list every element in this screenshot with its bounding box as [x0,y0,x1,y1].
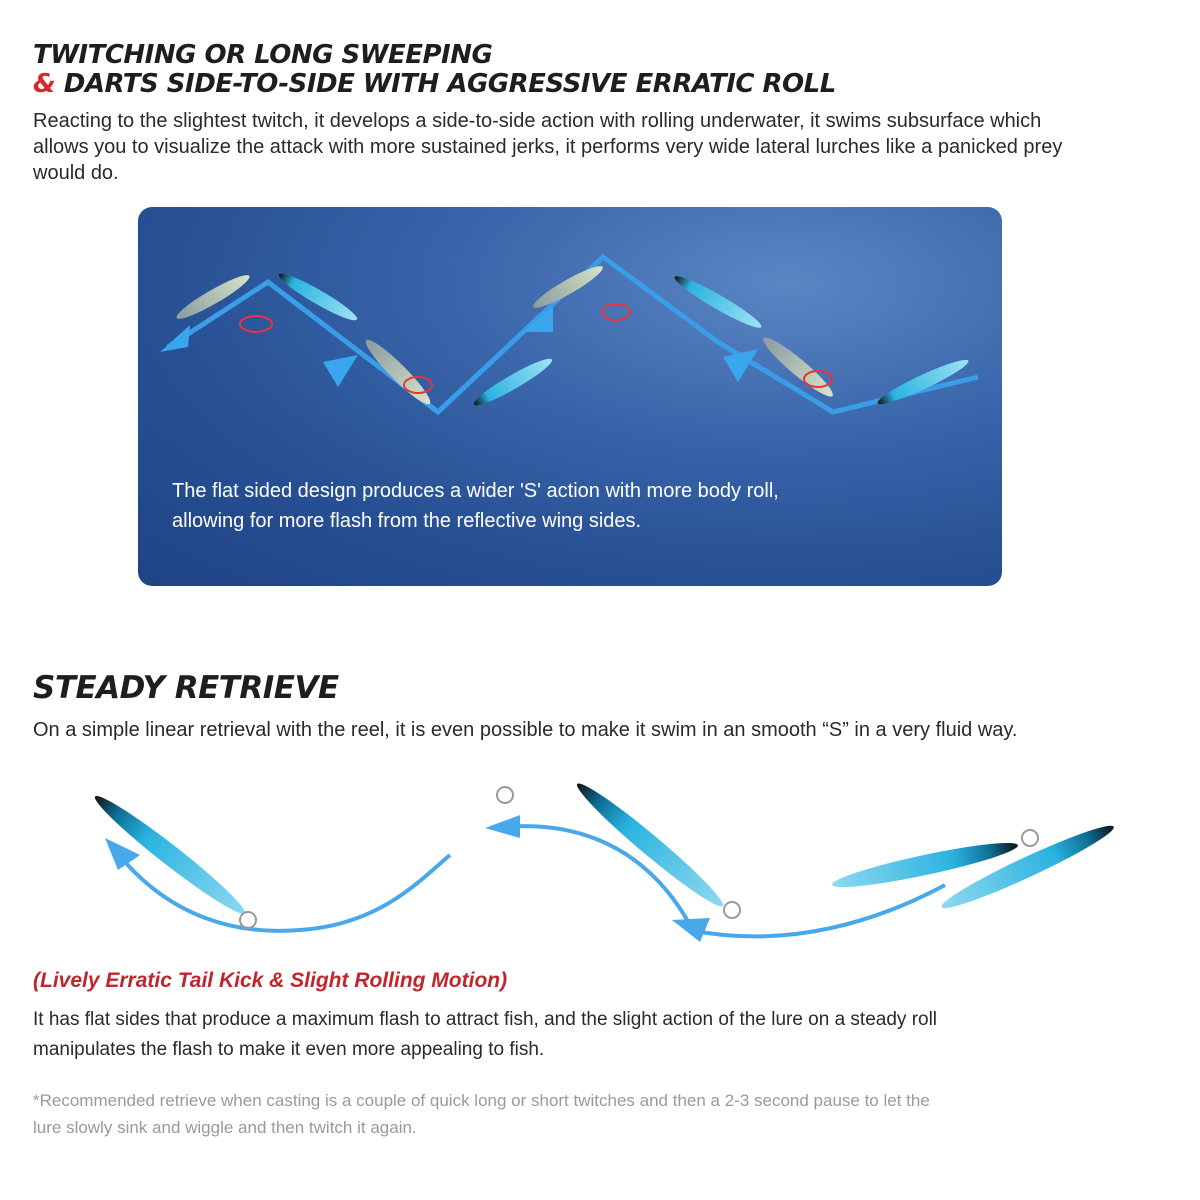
arrow-head-icon [323,355,358,387]
flash-line: manipulates the flash to make it even more appealing to fish. [33,1039,545,1060]
lure-icon [571,776,729,913]
ampersand: & [33,69,56,99]
arrow-head-icon [672,918,710,942]
arrow-head-icon [523,307,553,332]
lure-icon [530,261,606,313]
intro-line: allows you to visualize the attack with more sustained jerks, it performs very wide lateral lurches like a panicked prey [33,136,1063,158]
s-curve-diagram [0,770,1200,960]
steady-retrieve-description: On a simple linear retrieval with the reel, it is even possible to make it swim in an smooth “S” in a very fluid way. [33,719,1018,741]
retrieve-footnote [33,1087,930,1141]
steady-retrieve-heading: STEADY RETRIEVE [33,670,339,706]
s-curve-arrow [690,885,945,936]
panel-caption [172,476,779,536]
lure-icon [471,353,556,410]
headline-line-2-text: DARTS SIDE-TO-SIDE WITH AGGRESSIVE ERRATIC ROLL [55,69,836,99]
lure-icon [937,818,1118,916]
headline-line-1: TWITCHING OR LONG SWEEPING [33,40,493,70]
flash-description [33,1005,937,1065]
intro-paragraph [33,108,1062,186]
s-curve-arrow [495,826,690,925]
footnote-line: *Recommended retrieve when casting is a couple of quick long or short twitches and then a 2-3 second pause to let the [33,1091,930,1110]
lure-icon [361,335,436,410]
intro-line: would do. [33,162,119,184]
intro-line: Reacting to the slightest twitch, it develops a side-to-side action with rolling underwater, it swims subsurface which [33,110,1042,132]
headline-line-2 [33,69,836,99]
action-subtitle: (Lively Erratic Tail Kick & Slight Rolling Motion) [33,969,508,992]
lure-icon [671,271,765,333]
twitch-action-illustration [138,207,1002,586]
flash-line: It has flat sides that produce a maximum flash to attract fish, and the slight action of the lure on a steady roll [33,1009,938,1030]
arrow-head-icon [105,838,140,870]
footnote-line: lure slowly sink and wiggle and then twitch it again. [33,1118,417,1137]
arrow-head-icon [485,815,520,838]
caption-line: The flat sided design produces a wider 'S' action with more body roll, [172,480,779,502]
caption-line: allowing for more flash from the reflective wing sides. [172,510,642,532]
arrow-head-icon [160,325,190,352]
